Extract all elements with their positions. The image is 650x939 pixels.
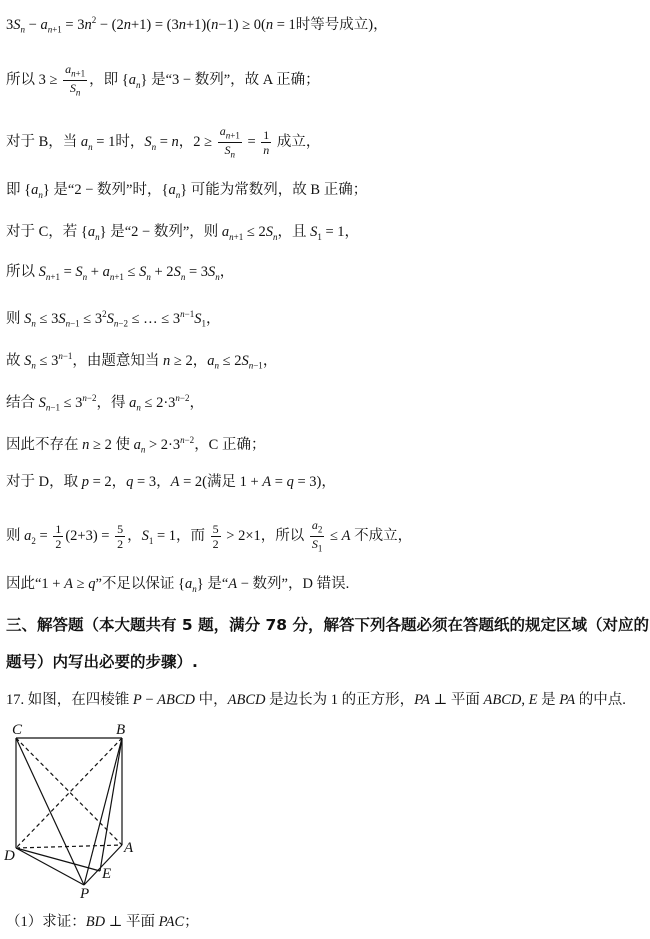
label-B: B (116, 722, 126, 738)
solution-line-4: 即 $\{a_n\}$ 是“2 − 数列”时，$\{a_n\}$ 可能为常数列，故 B 正确； (6, 182, 368, 200)
solution-line-11: 对于 D，取 p = 2，q = 3，A = 2(满足 1 + A = q = 3)， (6, 474, 336, 490)
solution-line-1: $3S_n - a_{n+1} = 3n^2 - (2n+1) = (3n+1)(n-1) \ge 0(n = 1$时等号成立)， (6, 15, 388, 35)
label-D: D (4, 848, 15, 864)
solution-line-8: 故 $S_n \le 3^{n-1}$，由题意知当 n ≥ 2，$a_n \le 2S_{n-1}$， (6, 351, 278, 371)
solution-line-13: 因此“1 + A ≥ q”不足以保证 $\{a_n\}$ 是“A − 数列”，D 错误. (6, 576, 350, 594)
label-A: A (124, 840, 134, 856)
pyramid-figure (4, 720, 154, 905)
solution-line-12: 则 $a_2$ = $\frac{1}{2}$ (2+3) = $\frac{5}{2}$ ，$S_1 = 1$，而 $\frac{5}{2}$ > 2×1，所以 $\frac{a_2}{S_1}$ ≤ A 不成立， (6, 518, 413, 554)
problem-17-statement: 17. 如图，在四棱锥 P − ABCD 中，ABCD 是边长为 1 的正方形，PA ⊥ 平面 ABCD, E 是 PA 的中点. (6, 692, 626, 708)
solution-line-7: 则 $S_n \le 3S_{n-1} \le 3^2S_{n-2}$ ≤ … ≤ $3^{n-1}S_1$， (6, 309, 221, 329)
solution-line-10: 因此不存在 n ≥ 2 使 $a_n > 2\cdot 3^{n-2}$，C 正确； (6, 435, 266, 455)
section-heading-line-1: 三、解答题（本大题共有 5 题，满分 78 分，解答下列各题必须在答题纸的规定区域（对应的 (6, 616, 649, 634)
section-heading-line-2: 题号）内写出必要的步骤）. (6, 653, 198, 671)
label-C: C (12, 722, 23, 738)
solution-line-3: 对于 B，当 $a_n = 1$时，$S_n = n$，2 ≥ $\frac{a_{n+1}}{S_n}$ = $\frac{1}{n}$ 成立， (6, 124, 321, 160)
solution-line-9: 结合 $S_{n-1} \le 3^{n-2}$，得 $a_n \le 2\cdot 3^{n-2}$， (6, 393, 204, 413)
solution-line-5: 对于 C，若 $\{a_n\}$ 是“2 − 数列”，则 $a_{n+1} \le 2S_n$，且 $S_1 = 1$， (6, 224, 360, 242)
label-P: P (80, 886, 90, 900)
solution-line-2: 所以 3 ≥ $\frac{a_{n+1}}{S_n}$ ，即 $\{a_n\}$ 是“3 − 数列”，故 A 正确； (6, 62, 320, 98)
solution-line-6: 所以 $S_{n+1} = S_n + a_{n+1} \le S_n + 2S_n = 3S_n$， (6, 264, 235, 282)
label-E: E (102, 866, 112, 882)
problem-17-part-1: （1）求证：BD ⊥ 平面 PAC； (6, 914, 199, 930)
